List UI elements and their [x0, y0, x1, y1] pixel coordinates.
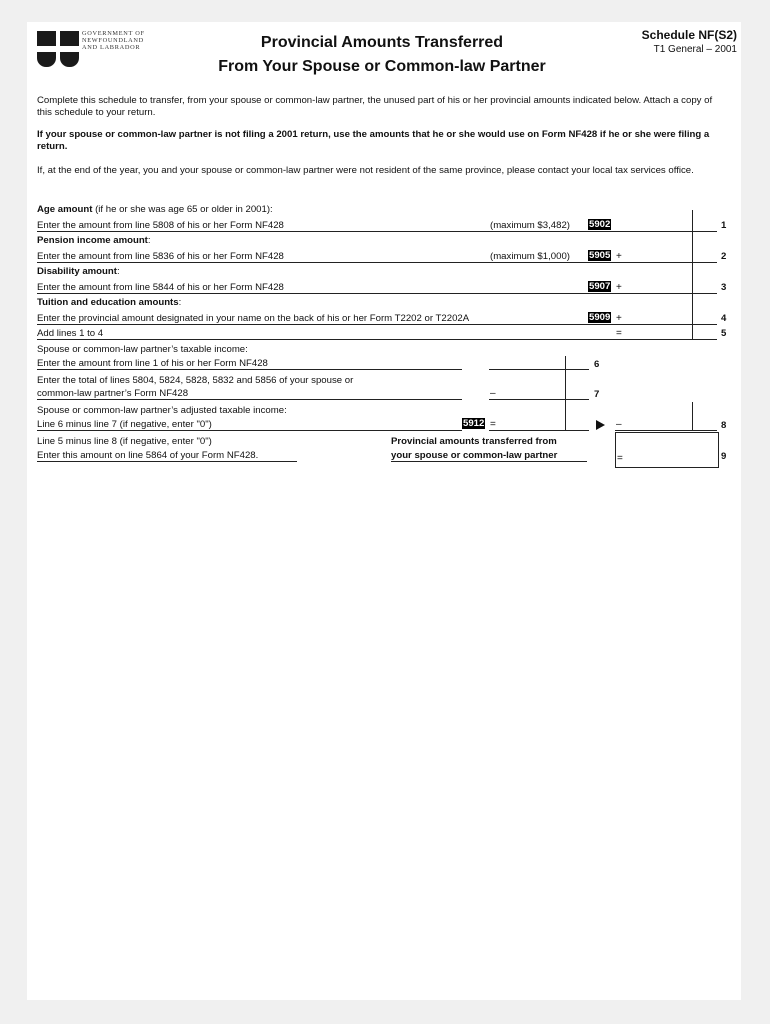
spouse-income-heading: Spouse or common-law partner’s taxable income: [37, 344, 248, 355]
government-wordmark: GOVERNMENT OF NEWFOUNDLAND AND LABRADOR [82, 30, 145, 51]
line-number-3: 3 [721, 282, 727, 293]
line-3-rule [37, 293, 617, 294]
schedule-code: Schedule NF(S2) [641, 28, 737, 42]
line-5-amount-field[interactable] [615, 339, 717, 340]
line-4-amount-field[interactable] [615, 324, 717, 325]
line-number-7: 7 [594, 389, 600, 400]
intro-paragraph-2: If your spouse or common-law partner is not filing a 2001 return, use the amounts that he or she would use on Form NF428 if he or she were filing a return. [37, 129, 710, 152]
adjusted-income-heading: Spouse or common-law partner’s adjusted taxable income: [37, 405, 287, 416]
line-9-rule [37, 461, 297, 462]
plus-sign: + [616, 313, 622, 324]
age-amount-maximum: (maximum $3,482) [490, 220, 570, 231]
intro-paragraph-1: Complete this schedule to transfer, from your spouse or common-law partner, the unused part of his or her provincial amounts indicated below. Attach a copy of this schedule to your return. [37, 95, 713, 118]
line-6-instruction: Enter the amount from line 1 of his or her Form NF428 [37, 358, 268, 369]
line-3-amount-field[interactable] [615, 293, 717, 294]
equals-sign: = [490, 419, 496, 430]
line-9-label-1: Provincial amounts transferred from [391, 436, 557, 447]
line-number-4: 4 [721, 313, 727, 324]
pension-amount-heading: Pension income amount: [37, 235, 151, 246]
field-code-5909: 5909 [589, 312, 611, 323]
line-number-1: 1 [721, 220, 727, 231]
amount-column-divider [692, 210, 693, 340]
line-9-instruction-1: Line 5 minus line 8 (if negative, enter "0") [37, 436, 212, 447]
minus-sign: – [490, 388, 496, 399]
age-amount-heading: Age amount (if he or she was age 65 or older in 2001): [37, 204, 273, 215]
line-number-8: 8 [721, 420, 727, 431]
line-9-label-2: your spouse or common-law partner [391, 450, 558, 461]
intro-paragraph-3: If, at the end of the year, you and your spouse or common-law partner were not resident of the same province, please contact your local tax services office. [37, 165, 694, 176]
line-number-9: 9 [721, 451, 727, 462]
line-4-rule [37, 324, 617, 325]
field-code-5905: 5905 [589, 250, 611, 261]
schedule-code-block [642, 28, 737, 55]
line-1-amount-field[interactable] [615, 231, 717, 232]
line-5-rule [37, 339, 617, 340]
line-9-instruction-2: Enter this amount on line 5864 of your Form NF428. [37, 450, 259, 461]
equals-sign: = [616, 328, 622, 339]
pension-amount-maximum: (maximum $1,000) [490, 251, 570, 262]
line-2-amount-field[interactable] [615, 262, 717, 263]
line-number-2: 2 [721, 251, 727, 262]
disability-amount-heading: Disability amount: [37, 266, 120, 277]
line-8-instruction: Line 6 minus line 7 (if negative, enter "0") [37, 419, 212, 430]
tuition-amount-instruction: Enter the provincial amount designated in your name on the back of his or her Form T2202 or T2202A [37, 313, 470, 324]
minus-sign: – [616, 419, 622, 430]
line-7-instruction-1: Enter the total of lines 5804, 5824, 5828, 5832 and 5856 of your spouse or [37, 375, 354, 386]
line-number-5: 5 [721, 328, 727, 339]
disability-amount-instruction: Enter the amount from line 5844 of his or her Form NF428 [37, 282, 284, 293]
line-5-instruction: Add lines 1 to 4 [37, 328, 104, 339]
line-8-subtotal-field[interactable] [489, 430, 589, 431]
schedule-subtitle: T1 General – 2001 [653, 44, 737, 55]
plus-sign: + [616, 282, 622, 293]
line-6-rule [37, 369, 462, 370]
equals-sign: = [617, 453, 623, 464]
line-number-6: 6 [594, 359, 600, 370]
amount-column-divider-lower [692, 402, 693, 431]
form-page [27, 22, 741, 1000]
field-code-5907: 5907 [589, 281, 611, 292]
line-8-rule [37, 430, 462, 431]
plus-sign: + [616, 251, 622, 262]
subtotal-column-divider [565, 356, 566, 431]
field-code-5912: 5912 [463, 418, 485, 429]
line-8-amount-field[interactable] [615, 430, 717, 431]
line-6-amount-field[interactable] [489, 369, 589, 370]
arrow-right-icon [596, 420, 605, 430]
line-9-amount-box[interactable] [615, 432, 719, 468]
line-7-rule [37, 399, 462, 400]
form-title-line1: Provincial Amounts Transferred [260, 34, 504, 51]
line-7-instruction-2: common-law partner’s Form NF428 [37, 388, 189, 399]
line-9-label-rule [391, 461, 587, 462]
tuition-amount-heading: Tuition and education amounts: [37, 297, 182, 308]
age-amount-instruction: Enter the amount from line 5808 of his or her Form NF428 [37, 220, 284, 231]
line-7-amount-field[interactable] [489, 399, 589, 400]
field-code-5902: 5902 [589, 219, 611, 230]
pension-amount-instruction: Enter the amount from line 5836 of his or her Form NF428 [37, 251, 284, 262]
line-1-rule [37, 231, 617, 232]
line-2-rule [37, 262, 617, 263]
form-title-line2: From Your Spouse or Common-law Partner [218, 58, 546, 75]
